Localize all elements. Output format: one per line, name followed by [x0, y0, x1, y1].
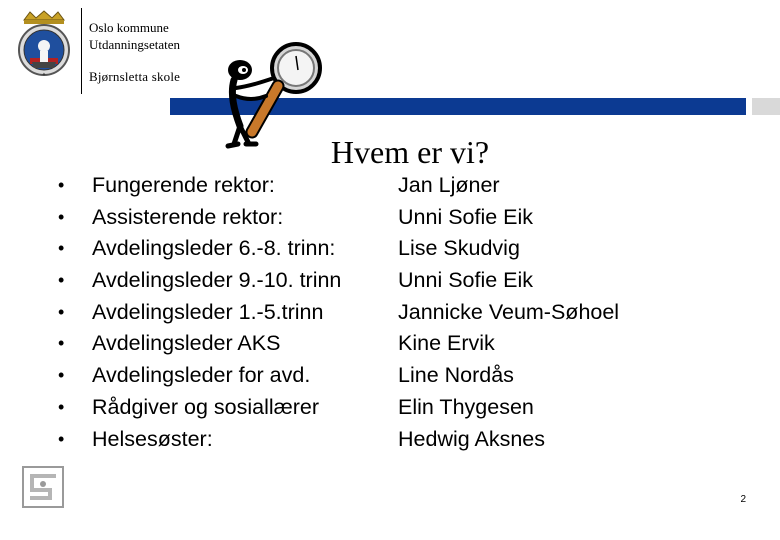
slide-title: Hvem er vi?: [330, 134, 490, 170]
list-item: [58, 265, 698, 297]
staff-role: Avdelingsleder 9.-10. trinn: [92, 268, 342, 293]
staff-role: Avdelingsleder 6.-8. trinn:: [92, 236, 336, 261]
bullet-icon: •: [58, 206, 65, 227]
bullet-icon: •: [58, 396, 65, 417]
oslo-logo-icon: [22, 466, 64, 508]
list-item: [58, 297, 698, 329]
oslo-crest-icon: [14, 10, 74, 80]
svg-text:✦: ✦: [41, 72, 47, 78]
list-item: [58, 360, 698, 392]
header-divider: [81, 8, 82, 94]
staff-role: Avdelingsleder AKS: [92, 331, 281, 356]
staff-name: Line Nordås: [398, 363, 514, 388]
bullet-icon: •: [58, 270, 65, 291]
staff-role: Assisterende rektor:: [92, 204, 284, 229]
staff-name: Jannicke Veum-Søhoel: [398, 299, 620, 324]
staff-name: Elin Thygesen: [398, 394, 534, 419]
staff-role: Helsesøster:: [92, 426, 213, 451]
bullet-icon: •: [58, 428, 65, 449]
staff-role: Rådgiver og sosiallærer: [92, 394, 320, 419]
staff-name: Unni Sofie Eik: [398, 204, 534, 229]
department-name: Utdanningsetaten: [89, 37, 180, 52]
bullet-icon: •: [58, 365, 65, 386]
list-item: [58, 170, 698, 202]
list-item: [58, 328, 698, 360]
staff-name: Jan Ljøner: [398, 173, 500, 197]
bullet-icon: •: [58, 301, 65, 322]
bullet-icon: •: [58, 175, 65, 195]
list-item: [58, 424, 698, 456]
list-item: [58, 202, 698, 234]
staff-role: Avdelingsleder for avd.: [92, 363, 311, 388]
staff-name: Kine Ervik: [398, 331, 495, 356]
accent-bar-stub: [752, 98, 780, 115]
list-item: [58, 392, 698, 424]
staff-list: [58, 170, 698, 455]
bullet-icon: •: [58, 333, 65, 354]
school-name: Bjørnsletta skole: [89, 69, 181, 84]
staff-name: Unni Sofie Eik: [398, 268, 534, 293]
staff-role: Avdelingsleder 1.-5.trinn: [92, 299, 324, 324]
staff-name: Hedwig Aksnes: [398, 426, 545, 451]
bullet-icon: •: [58, 238, 65, 259]
org-name: Oslo kommune: [89, 20, 169, 35]
staff-role: Fungerende rektor:: [92, 173, 275, 197]
list-item: [58, 233, 698, 265]
page-number: 2: [740, 494, 746, 505]
staff-name: Lise Skudvig: [398, 236, 520, 261]
